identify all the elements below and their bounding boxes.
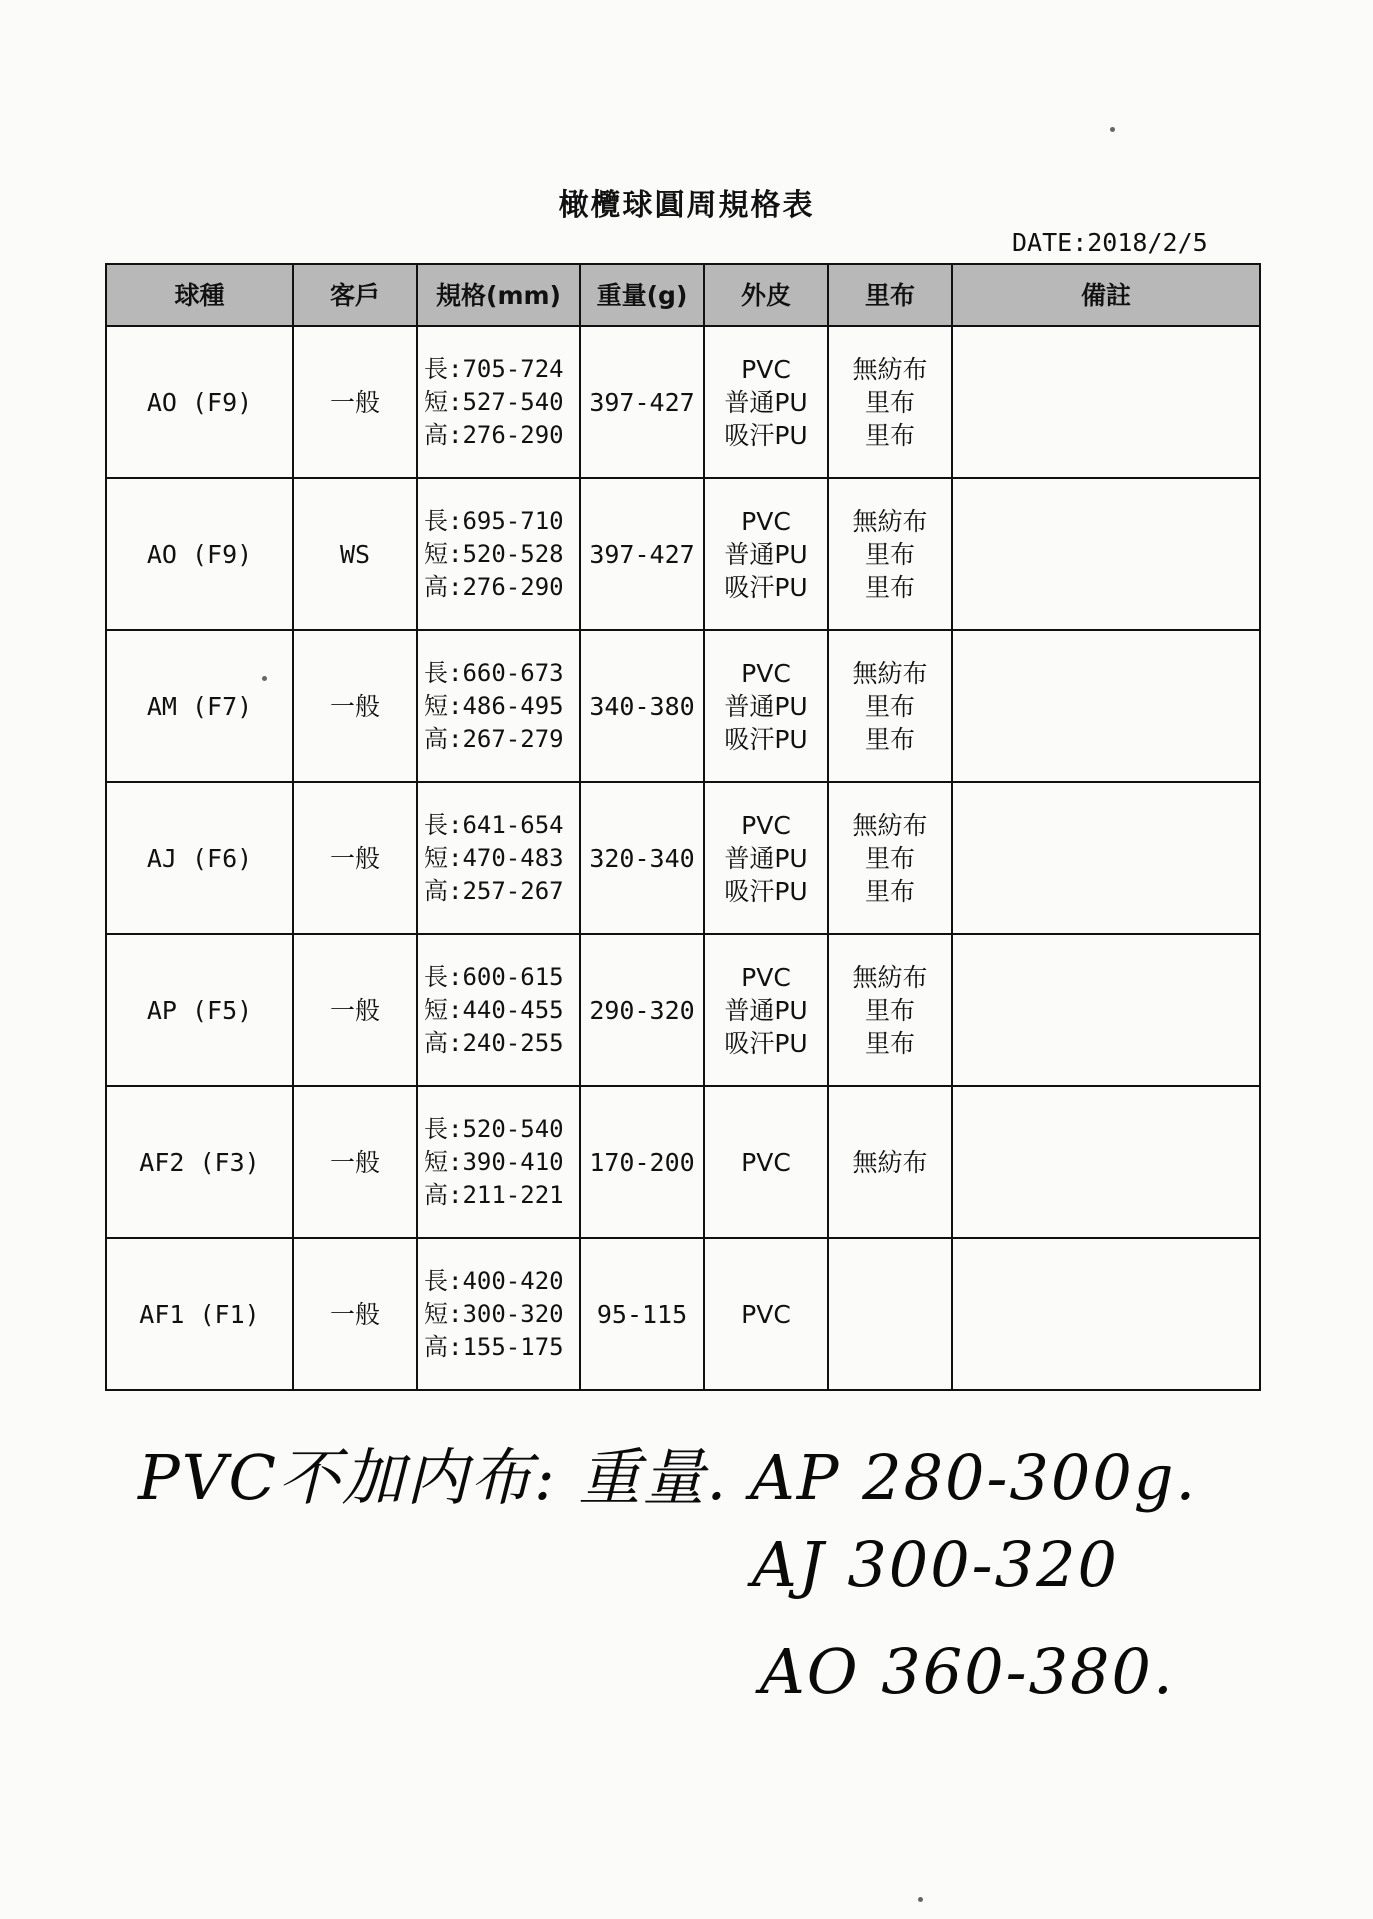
spec-line: 高:267-279 xyxy=(424,724,564,753)
spec-line: 短:470-483 xyxy=(424,843,564,872)
spec-cell xyxy=(417,1086,580,1238)
skin-line: 吸汗PU xyxy=(724,724,808,754)
ball-type-cell: AP (F5) xyxy=(106,934,293,1086)
weight-cell: 95-115 xyxy=(580,1238,704,1390)
lining-cell xyxy=(828,326,952,478)
lining-line: 里布 xyxy=(864,572,915,602)
spec-cell xyxy=(417,478,580,630)
spec-line: 高:211-221 xyxy=(424,1180,564,1209)
spec-line: 高:276-290 xyxy=(424,420,564,449)
paper-speck xyxy=(262,676,267,681)
spec-line: 短:440-455 xyxy=(424,995,564,1024)
spec-line: 短:390-410 xyxy=(424,1147,564,1176)
skin-line: 普通PU xyxy=(724,995,808,1025)
skin-cell xyxy=(704,1238,828,1390)
remark-cell xyxy=(952,934,1260,1086)
spec-line: 長:400-420 xyxy=(424,1266,564,1295)
spec-cell xyxy=(417,782,580,934)
ball-type-cell: AM (F7) xyxy=(106,630,293,782)
lining-line: 里布 xyxy=(864,539,915,569)
remark-cell xyxy=(952,782,1260,934)
spec-cell xyxy=(417,1238,580,1390)
table-row xyxy=(106,934,1260,1086)
remark-cell xyxy=(952,1086,1260,1238)
lining-line: 里布 xyxy=(864,420,915,450)
skin-cell xyxy=(704,326,828,478)
skin-line: PVC xyxy=(741,658,791,688)
ball-type-cell: AF2 (F3) xyxy=(106,1086,293,1238)
skin-cell xyxy=(704,934,828,1086)
spec-line: 高:240-255 xyxy=(424,1028,564,1057)
skin-cell xyxy=(704,630,828,782)
weight-cell: 320-340 xyxy=(580,782,704,934)
lining-line: 里布 xyxy=(864,724,915,754)
lining-line: 里布 xyxy=(864,691,915,721)
remark-cell xyxy=(952,1238,1260,1390)
customer-cell: WS xyxy=(293,478,417,630)
spec-line: 短:527-540 xyxy=(424,387,564,416)
skin-line: 普通PU xyxy=(724,387,808,417)
skin-line: PVC xyxy=(741,354,791,384)
skin-line: 吸汗PU xyxy=(724,572,808,602)
skin-cell xyxy=(704,782,828,934)
lining-cell xyxy=(828,934,952,1086)
customer-cell: 一般 xyxy=(293,630,417,782)
table-row xyxy=(106,1238,1260,1390)
weight-cell: 397-427 xyxy=(580,478,704,630)
lining-cell xyxy=(828,1238,952,1390)
ball-type-cell: AO (F9) xyxy=(106,478,293,630)
skin-cell xyxy=(704,1086,828,1238)
handwritten-note-1: PVC不加内布: 重量. AP 280-300g. xyxy=(138,1441,1198,1514)
spec-line: 短:520-528 xyxy=(424,539,564,568)
table-row xyxy=(106,630,1260,782)
table-row xyxy=(106,1086,1260,1238)
skin-line: PVC xyxy=(741,810,791,840)
weight-cell: 397-427 xyxy=(580,326,704,478)
ball-type-cell: AF1 (F1) xyxy=(106,1238,293,1390)
customer-cell: 一般 xyxy=(293,1238,417,1390)
lining-line: 無紡布 xyxy=(852,810,928,840)
weight-cell: 290-320 xyxy=(580,934,704,1086)
spec-line: 短:300-320 xyxy=(424,1299,564,1328)
spec-line: 高:257-267 xyxy=(424,876,564,905)
spec-line: 長:695-710 xyxy=(424,506,564,535)
ball-type-cell: AO (F9) xyxy=(106,326,293,478)
lining-cell xyxy=(828,782,952,934)
customer-cell: 一般 xyxy=(293,326,417,478)
customer-cell: 一般 xyxy=(293,934,417,1086)
skin-line: PVC xyxy=(741,962,791,992)
table-row xyxy=(106,478,1260,630)
skin-line: 吸汗PU xyxy=(724,1028,808,1058)
skin-line: 普通PU xyxy=(724,539,808,569)
handwritten-note-3: AO 360-380. xyxy=(760,1635,1175,1708)
paper-speck xyxy=(918,1897,923,1902)
header-remark: 備註 xyxy=(952,264,1260,326)
remark-cell xyxy=(952,326,1260,478)
spec-line: 高:155-175 xyxy=(424,1332,564,1361)
lining-line: 里布 xyxy=(864,1028,915,1058)
header-weight: 重量(g) xyxy=(580,264,704,326)
lining-cell xyxy=(828,1086,952,1238)
lining-line: 無紡布 xyxy=(852,962,928,992)
spec-line: 長:520-540 xyxy=(424,1114,564,1143)
spec-line: 短:486-495 xyxy=(424,691,564,720)
ball-type-cell: AJ (F6) xyxy=(106,782,293,934)
spec-cell xyxy=(417,326,580,478)
remark-cell xyxy=(952,478,1260,630)
customer-cell: 一般 xyxy=(293,1086,417,1238)
spec-table xyxy=(105,263,1261,1391)
customer-cell: 一般 xyxy=(293,782,417,934)
skin-line: PVC xyxy=(741,1147,791,1177)
spec-cell xyxy=(417,934,580,1086)
skin-line: 普通PU xyxy=(724,691,808,721)
spec-cell xyxy=(417,630,580,782)
skin-line: PVC xyxy=(741,1299,791,1329)
header-lining: 里布 xyxy=(828,264,952,326)
spec-line: 長:660-673 xyxy=(424,658,564,687)
skin-line: 吸汗PU xyxy=(724,876,808,906)
spec-line: 長:705-724 xyxy=(424,354,564,383)
spec-line: 長:600-615 xyxy=(424,962,564,991)
table-row xyxy=(106,782,1260,934)
weight-cell: 170-200 xyxy=(580,1086,704,1238)
header-ball: 球種 xyxy=(106,264,293,326)
lining-line: 無紡布 xyxy=(852,658,928,688)
header-spec: 規格(mm) xyxy=(417,264,580,326)
lining-line: 里布 xyxy=(864,876,915,906)
lining-cell xyxy=(828,630,952,782)
skin-line: 普通PU xyxy=(724,843,808,873)
header-skin: 外皮 xyxy=(704,264,828,326)
date-label: DATE:2018/2/5 xyxy=(1012,228,1208,257)
lining-line: 里布 xyxy=(864,995,915,1025)
weight-cell: 340-380 xyxy=(580,630,704,782)
spec-line: 高:276-290 xyxy=(424,572,564,601)
lining-line: 里布 xyxy=(864,843,915,873)
remark-cell xyxy=(952,630,1260,782)
table-row xyxy=(106,326,1260,478)
paper-speck xyxy=(1110,127,1115,132)
lining-line: 無紡布 xyxy=(852,354,928,384)
spec-line: 長:641-654 xyxy=(424,810,564,839)
lining-cell xyxy=(828,478,952,630)
table-header-row xyxy=(106,264,1260,326)
skin-line: 吸汗PU xyxy=(724,420,808,450)
handwritten-note-2: AJ 300-320 xyxy=(752,1528,1119,1601)
lining-line: 無紡布 xyxy=(852,506,928,536)
lining-line: 里布 xyxy=(864,387,915,417)
page-title: 橄欖球圓周規格表 xyxy=(558,188,815,223)
skin-cell xyxy=(704,478,828,630)
skin-line: PVC xyxy=(741,506,791,536)
header-customer: 客戶 xyxy=(293,264,417,326)
lining-line: 無紡布 xyxy=(852,1147,928,1177)
